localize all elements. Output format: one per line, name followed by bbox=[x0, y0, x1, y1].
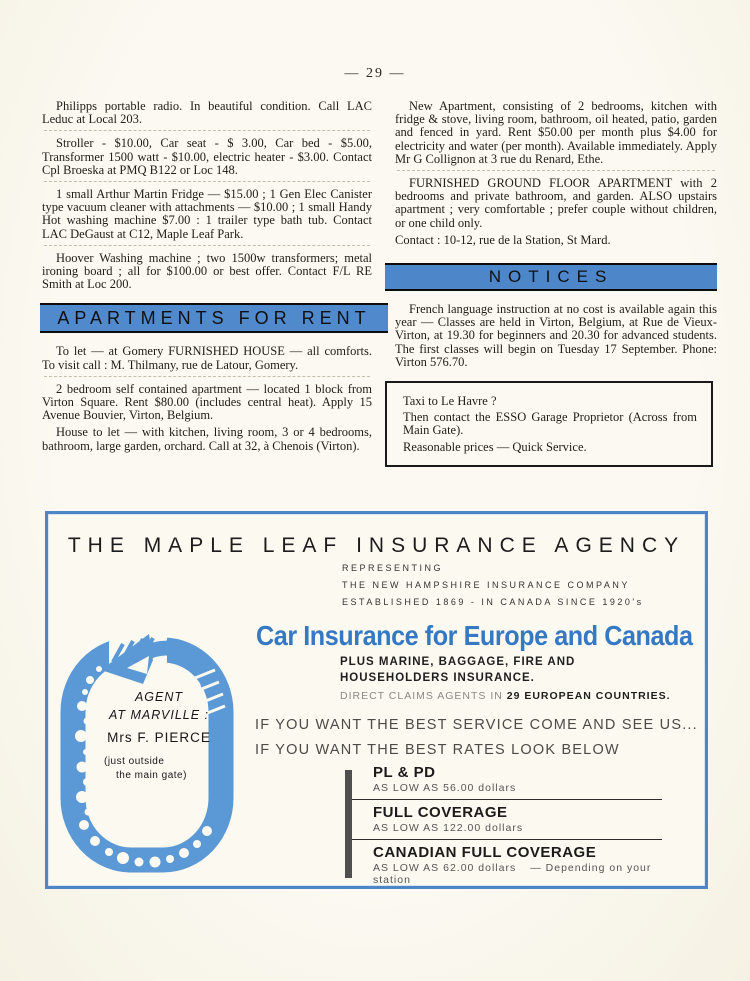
agent-line-1: AGENT bbox=[134, 690, 184, 704]
rate-row bbox=[373, 764, 667, 794]
insurance-advertisement bbox=[45, 511, 708, 889]
left-column bbox=[42, 100, 372, 457]
ad-representing-block bbox=[342, 563, 644, 614]
agent-note-2: the main gate) bbox=[116, 770, 187, 781]
apartment-contact-line: Contact : 10-12, rue de la Station, St Mard. bbox=[395, 232, 611, 247]
rate-price: AS LOW AS 122.00 dollars bbox=[373, 822, 524, 834]
ad-service-line-1: IF YOU WANT THE BEST SERVICE COME AND SEE US... bbox=[255, 717, 698, 733]
agent-info bbox=[100, 690, 218, 783]
classified-ad: 1 small Arthur Martin Fridge — $15.00 ; 1 Gen Elec Canister type vacuum cleaner with attachments — $10.00 ; 1 small Handy Hot washing machine $7.00 : 1 trailer type bath tub. Contact LAC DeGaust at C12, Maple Leaf Park. bbox=[42, 187, 372, 241]
classified-ad: Hoover Washing machine ; two 1500w transformers; metal ironing board ; all for $100.00 or best offer. Contact F/L RE Smith at Loc 200. bbox=[42, 250, 372, 292]
ad-separator bbox=[397, 170, 715, 171]
ad-established: ESTABLISHED 1869 - IN CANADA SINCE 1920's bbox=[342, 597, 644, 607]
ad-claims-line bbox=[340, 690, 671, 702]
apartment-ad: To let — at Gomery FURNISHED HOUSE — all comforts. To visit call : M. Thilmany, rue de Latour, Gomery. bbox=[42, 344, 372, 372]
classified-ad: Philipps portable radio. In beautiful condition. Call LAC Leduc at Local 203. bbox=[42, 99, 372, 127]
rate-divider bbox=[352, 839, 662, 840]
apartments-for-rent-header: APARTMENTS FOR RENT bbox=[40, 303, 388, 333]
agent-line-2: AT MARVILLE : bbox=[108, 708, 210, 722]
ad-service-line-2: IF YOU WANT THE BEST RATES LOOK BELOW bbox=[255, 742, 620, 758]
taxi-line: Reasonable prices — Quick Service. bbox=[403, 439, 587, 454]
ad-separator bbox=[44, 181, 370, 182]
ad-representing: REPRESENTING bbox=[342, 563, 444, 573]
taxi-line: Then contact the ESSO Garage Proprietor (Across from Main Gate). bbox=[403, 410, 697, 438]
ad-claims-prefix: DIRECT CLAIMS AGENTS IN bbox=[340, 690, 507, 702]
ad-separator bbox=[44, 376, 370, 377]
right-column bbox=[395, 100, 717, 467]
rate-divider bbox=[352, 799, 662, 800]
ad-subheadline: PLUS MARINE, BAGGAGE, FIRE AND HOUSEHOLDERS INSURANCE. bbox=[340, 656, 576, 684]
notices-header: NOTICES bbox=[385, 263, 717, 291]
rate-price: AS LOW AS 56.00 dollars bbox=[373, 782, 517, 794]
apartment-ad: House to let — with kitchen, living room, 3 or 4 bedrooms, bathroom, large garden, orchard. Call at 32, à Chenois (Virton). bbox=[42, 425, 372, 453]
rate-note: — Depending on your station bbox=[373, 862, 652, 886]
ad-separator bbox=[44, 245, 370, 246]
rate-price: AS LOW AS 62.00 dollars — Depending on your station bbox=[373, 862, 652, 886]
rate-title: CANADIAN FULL COVERAGE bbox=[373, 844, 597, 861]
apartment-ad: FURNISHED GROUND FLOOR APARTMENT with 2 bedrooms and private bathroom, and garden. ALSO upstairs apartment ; very comfortable ; prefer couple without children, or one child only. bbox=[395, 176, 717, 230]
rate-title: PL & PD bbox=[373, 764, 436, 781]
notice-text: French language instruction at no cost is available again this year — Classes are held in Virton, Belgium, at Rue de Vieux-Virton, at 19.30 for beginners and 20.30 for advanced students. The first classes will begin on Tuesday 17 September. Phone: Virton 576.70. bbox=[395, 302, 717, 369]
rate-row bbox=[373, 804, 667, 834]
ad-claims-bold: 29 EUROPEAN COUNTRIES. bbox=[506, 690, 671, 702]
taxi-line: Taxi to Le Havre ? bbox=[403, 394, 497, 409]
rate-row bbox=[373, 844, 667, 886]
ad-headline: Car Insurance for Europe and Canada bbox=[256, 620, 693, 651]
ad-company: THE NEW HAMPSHIRE INSURANCE COMPANY bbox=[342, 580, 630, 590]
agent-name: Mrs F. PIERCE bbox=[107, 730, 211, 745]
apartment-ad: 2 bedroom self contained apartment — located 1 block from Virton Square. Rent $80.00 (includes central heat). Apply 15 Avenue Bouvier, Virton, Belgium. bbox=[42, 381, 372, 423]
classified-ad: Stroller - $10.00, Car seat - $ 3.00, Car bed - $5.00, Transformer 1500 watt - $10.00, electric heater - $3.00. Contact Cpl Broeska at PMQ B122 or Loc 148. bbox=[42, 136, 372, 177]
apartment-ad: New Apartment, consisting of 2 bedrooms, kitchen with fridge & stove, living room, bathroom, oil heated, patio, garden and fenced in yard. Rent $50.00 per month plus $4.00 for electricity and water (per month). Available immediately. Apply Mr G Collignon at 3 rue du Renard, Ethe. bbox=[395, 99, 717, 166]
taxi-notice-box bbox=[385, 381, 713, 467]
rate-title: FULL COVERAGE bbox=[373, 804, 508, 821]
page-number: — 29 — bbox=[344, 66, 406, 81]
rates-vertical-bar bbox=[345, 770, 352, 878]
agent-note-1: (just outside bbox=[104, 756, 165, 767]
ad-separator bbox=[44, 130, 370, 131]
ad-agency-title: THE MAPLE LEAF INSURANCE AGENCY bbox=[67, 534, 686, 557]
ad-rates-table bbox=[345, 764, 667, 886]
